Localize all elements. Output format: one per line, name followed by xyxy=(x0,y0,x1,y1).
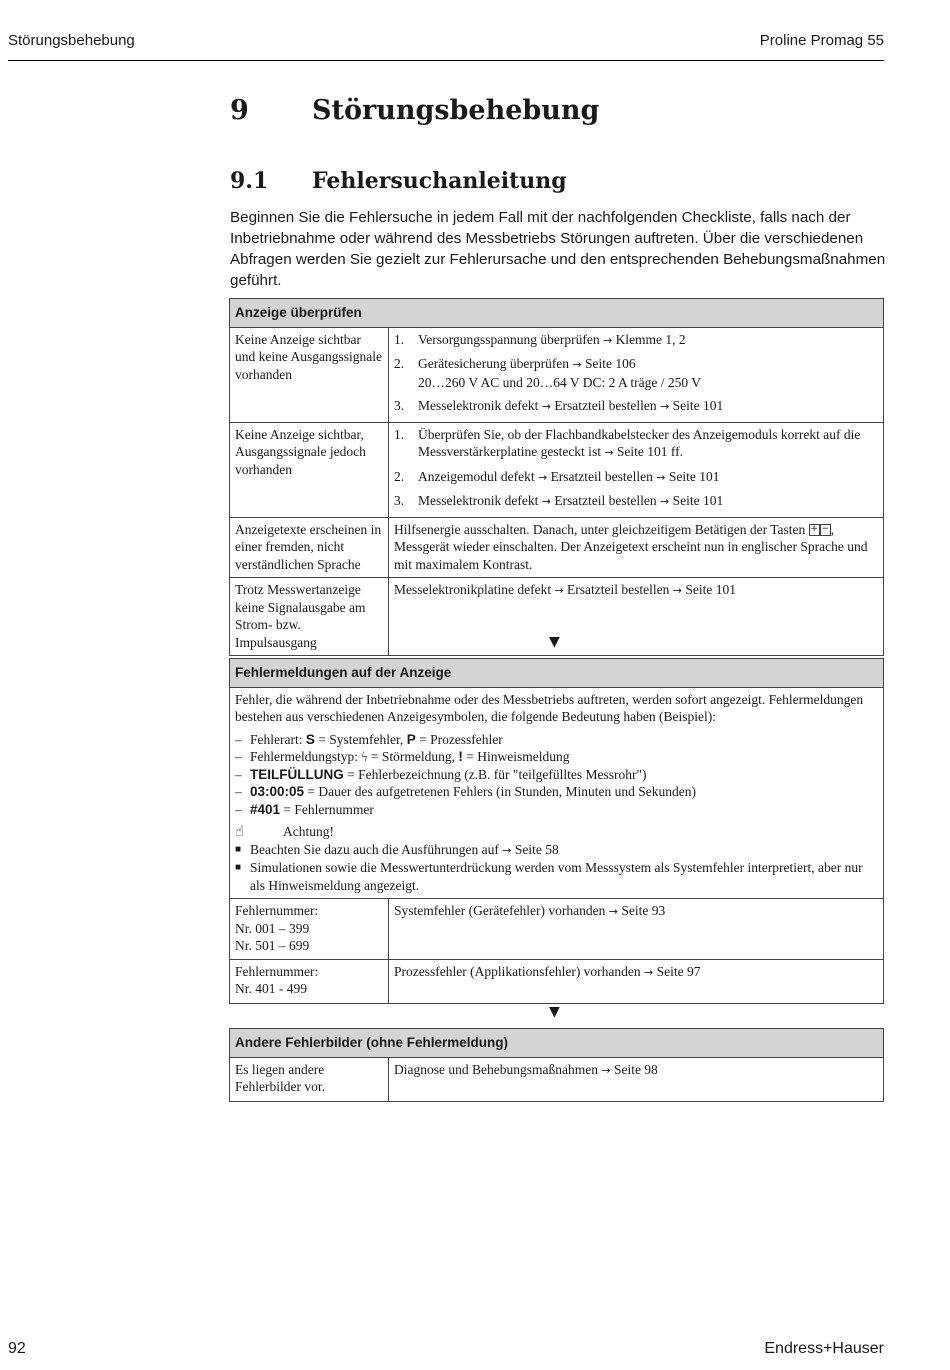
chapter-heading xyxy=(230,95,599,126)
caution-note xyxy=(235,823,878,841)
step-item: 1. Überprüfen Sie, ob der Flachbandkabelstecker des Anzeigemoduls korrekt auf die Messverstärkerplatine gesteckt ist → Seite 101 ff. xyxy=(394,426,861,459)
row-content: Systemfehler (Gerätefehler) vorhanden → Seite 93 xyxy=(389,899,884,960)
table-title: Fehlermeldungen auf der Anzeige xyxy=(230,659,884,688)
arrow-right-icon: → xyxy=(608,905,618,918)
row-label: Anzeigetexte erscheinen in einer fremden, nicht verständlichen Sprache xyxy=(230,517,389,578)
step-item: 1. Versorgungsspannung überprüfen → Klemme 1, 2 xyxy=(394,331,686,347)
brand-name: Endress+Hauser xyxy=(764,1340,884,1357)
arrow-right-icon: → xyxy=(656,470,666,484)
table-row xyxy=(230,687,884,899)
down-arrow-icon: ▼ xyxy=(549,1004,560,1020)
section-title: Fehlersuchanleitung xyxy=(312,168,567,194)
section-number: 9.1 xyxy=(230,168,269,194)
table-row xyxy=(230,899,884,960)
row-content xyxy=(389,327,884,422)
check-display-table xyxy=(229,298,884,656)
minus-key-icon: − xyxy=(821,524,829,535)
list-item: – #401 = Fehlernummer xyxy=(235,801,374,817)
step-item: 3. Messelektronik defekt → Ersatzteil bestellen → Seite 101 xyxy=(394,398,724,413)
list-item: – 03:00:05 = Dauer des aufgetretenen Fehlers (in Stunden, Minuten und Sekunden) xyxy=(235,784,696,799)
table-row xyxy=(230,959,884,1003)
arrow-right-icon: → xyxy=(660,495,670,508)
row-content xyxy=(389,422,884,517)
section-heading xyxy=(230,168,567,194)
table-title: Anzeige überprüfen xyxy=(230,299,884,328)
table-row xyxy=(230,422,884,517)
arrow-right-icon: → xyxy=(660,400,670,413)
list-item: – Fehlerart: S = Systemfehler, P = Prozessfehler xyxy=(235,731,503,747)
row-label: Trotz Messwertanzeige keine Signalausgabe am Strom- bzw. Impulsausgang xyxy=(230,578,389,656)
arrow-right-icon: → xyxy=(644,965,654,979)
arrow-right-icon: → xyxy=(541,400,551,413)
row-label: Keine Anzeige sichtbar und keine Ausgangssignale vorhanden xyxy=(230,327,389,422)
row-label: Fehlernummer: Nr. 001 – 399 Nr. 501 – 699 xyxy=(230,899,389,960)
intro-paragraph: Beginnen Sie die Fehlersuche in jedem Fall mit der nachfolgenden Checkliste, falls nach der Inbetriebnahme oder während des Messbetriebs Störungen auftreten. Über die verschiedenen Abfragen werden Sie gezielt zur Fehlerursache und den entsprechenden Behebungsmaßnahmen geführt. xyxy=(230,209,886,289)
list-item: – TEILFÜLLUNG = Fehlerbezeichnung (z.B. für "teilgefülltes Messrohr") xyxy=(235,766,647,782)
table-row xyxy=(230,517,884,578)
row-label: Fehlernummer: Nr. 401 - 499 xyxy=(230,959,389,1003)
plus-key-icon: + xyxy=(810,524,818,535)
other-errors-table xyxy=(229,1028,884,1102)
page-header xyxy=(8,30,884,61)
chapter-number: 9 xyxy=(230,95,249,126)
caution-list xyxy=(235,841,878,895)
row-label: Keine Anzeige sichtbar, Ausgangssignale jedoch vorhanden xyxy=(230,422,389,517)
arrow-right-icon: → xyxy=(602,333,613,347)
arrow-right-icon: → xyxy=(672,584,682,597)
page-number: 92 xyxy=(8,1340,26,1357)
row-content: Prozessfehler (Applikationsfehler) vorhanden → Seite 97 xyxy=(389,959,884,1003)
symbol-list xyxy=(235,731,878,819)
row-content: Messelektronikplatine defekt → Ersatzteil bestellen → Seite 101 xyxy=(389,578,884,656)
down-arrow-icon: ▼ xyxy=(549,634,560,650)
caution-label: Achtung! xyxy=(283,824,334,839)
list-item: ■ Simulationen sowie die Messwertunterdrückung werden vom Messsystem als Systemfehler interpretiert, aber nur als Hinweismeldung angezeigt. xyxy=(235,860,863,893)
list-item: – Fehlermeldungstyp: ϟ = Störmeldung, ! = Hinweismeldung xyxy=(235,749,570,764)
row-label: Es liegen andere Fehlerbilder vor. xyxy=(230,1057,389,1101)
table-title: Andere Fehlerbilder (ohne Fehlermeldung) xyxy=(230,1029,884,1058)
error-messages-table xyxy=(229,658,884,1004)
step-item: 2. Gerätesicherung überprüfen → Seite 106 20…260 V AC und 20…64 V DC: 2 A träge / 250 V xyxy=(394,356,702,390)
header-product-name: Proline Promag 55 xyxy=(759,32,884,49)
arrow-right-icon: → xyxy=(502,843,512,857)
error-intro: Fehler, die während der Inbetriebnahme oder des Messbetriebs auftreten, werden sofort angezeigt. Fehlermeldungen bestehen aus verschiedenen Anzeigesymbolen, die folgende Bedeutung haben (Beispiel): xyxy=(235,691,864,724)
step-item: 2. Anzeigemodul defekt → Ersatzteil bestellen → Seite 101 xyxy=(394,468,720,484)
step-item: 3. Messelektronik defekt → Ersatzteil bestellen → Seite 101 xyxy=(394,493,724,508)
chapter-title: Störungsbehebung xyxy=(312,95,600,126)
fault-symbol-icon: ϟ xyxy=(361,749,368,764)
arrow-right-icon: → xyxy=(541,495,551,508)
list-item: ■ Beachten Sie dazu auch die Ausführungen auf → Seite 58 xyxy=(235,841,559,857)
row-content: Hilfsenergie ausschalten. Danach, unter gleichzeitigem Betätigen der Tasten + − , Messgerät wieder einschalten. Der Anzeigetext erscheint nun in englischer Sprache und mit maximalem Kontrast. xyxy=(389,517,884,578)
header-section-title: Störungsbehebung xyxy=(8,32,135,49)
arrow-right-icon: → xyxy=(554,584,564,597)
hand-caution-icon: ☝ xyxy=(235,822,245,840)
table-row xyxy=(230,1057,884,1101)
error-info-cell xyxy=(230,687,884,899)
arrow-right-icon: → xyxy=(572,358,582,371)
arrow-right-icon: → xyxy=(601,1063,611,1077)
table-row xyxy=(230,327,884,422)
row-content: Diagnose und Behebungsmaßnahmen → Seite 98 xyxy=(389,1057,884,1101)
arrow-right-icon: → xyxy=(604,446,614,459)
arrow-right-icon: → xyxy=(537,470,548,484)
